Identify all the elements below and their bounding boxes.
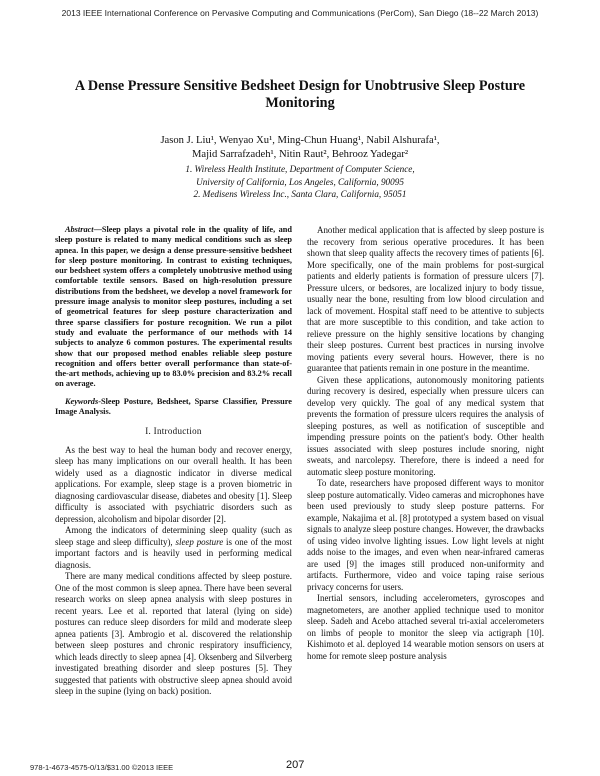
section-heading-introduction: I. Introduction bbox=[145, 426, 202, 437]
intro-paragraph-7: Inertial sensors, including accelerometers, gyroscopes and magnetometers, are another applied technique used to monitor sleep. Sadeh and Acebo attached several tri-axial accelerometers on limbs of people to monitor the sleep via actigraph [10]. Kishimoto et al. deployed 14 wearable motion sensors on users at home for remote sleep posture analysis bbox=[307, 593, 544, 661]
intro-paragraph-6: To date, researchers have proposed different ways to monitor sleep posture automatically. Video cameras and microphones have been used previously to study sleep posture patterns. For example, Nakajima et al. [8] prototyped a system based on visual signals to analyze sleep posture changes. However, the drawbacks of using video involve lighting issues. Low light levels at night adds noise to the images, and even when near-infrared cameras are used [9] the images still produced non-uniformity and artifacts. Furthermore, video and voice taping raise serious privacy concerns for users. bbox=[307, 478, 544, 592]
right-column bbox=[307, 225, 544, 662]
affiliation-2: 2. Medisens Wireless Inc., Santa Clara, California, 95051 bbox=[193, 189, 407, 199]
left-column bbox=[55, 225, 292, 698]
copyright-footer: 978-1-4673-4575-0/13/$31.00 ©2013 IEEE bbox=[30, 763, 174, 772]
intro-paragraph-4: Another medical application that is affected by sleep posture is the recovery from serious operative procedures. It has been shown that sleep quality affects the recovery times of patients [6]. More specifically, one of the main problems for post-surgical patients and elderly patients is formation of pressure ulcers [7]. Pressure ulcers, or bedsores, are localized injury to body tissue, usually near the bone, resulting from low blood circulation and lack of movement. Hospital staff need to be attentive to subjects that are more susceptible to this condition, and take action to relieve pressure on the highly sensitive locations by changing their sleep postures. Current best practices in nursing involve moving patients every several hours. However, there is no guarantee that patients remain in one posture in the meantime. bbox=[307, 225, 544, 373]
keywords-lead: Keywords bbox=[65, 396, 99, 406]
intro-paragraph-5: Given these applications, autonomously monitoring patients during recovery is desired, especially when pressure ulcers can develop very quickly. The goal of any medical system that prevents the formation of pressure ulcers requires the analysis of sleeping postures, as well as notification of susceptible and impending pressure points on the patient's body. Other health issues associated with sleep postures include snoring, night sweats, and narcolepsy. Therefore, there is indeed a need for automatic sleep posture monitoring. bbox=[307, 374, 544, 477]
intro-paragraph-2-end: is one of the most important factors and is heavily used in performing medical diagnosis. bbox=[55, 536, 292, 570]
author-list bbox=[60, 134, 540, 162]
intro-paragraph-2-emphasis: sleep posture bbox=[175, 536, 224, 547]
paper-title: A Dense Pressure Sensitive Bedsheet Design for Unobtrusive Sleep Posture Monitoring bbox=[74, 78, 526, 111]
abstract-text: —Sleep plays a pivotal role in the quality of life, and sleep posture is related to many medical conditions such as sleep apnea. In this paper, we design a dense pressure-sensitive bedsheet for sleep posture monitoring. In contrast to existing techniques, our bedsheet system offers a completely unobtrusive method using comfortable textile sensors. Based on high-resolution pressure distributions from the bedsheet, we develop a novel framework for pressure image analysis to monitor sleep postures, including a set of geometrical features for sleep posture characterization and three sparse classifiers for posture recognition. We run a pilot study and evaluate the performance of our methods with 14 subjects to analyze 6 common postures. The experimental results show that our proposed method enables reliable sleep posture recognition and offers better overall performance than state-of-the-art methods, achieving up to 83.0% precision and 83.2% recall on average. bbox=[55, 225, 292, 389]
conference-header: 2013 IEEE International Conference on Pervasive Computing and Communications (PerCom), San Diego (18--22 March 2013) bbox=[61, 8, 539, 18]
affiliations bbox=[60, 163, 540, 201]
abstract bbox=[55, 225, 292, 390]
intro-paragraph-3: There are many medical conditions affected by sleep posture. One of the most common is sleep apnea. There have been several research works on sleep apnea analysis with sleep postures in recent years. Lee et al. reported that lateral (lying on side) postures can reduce sleep disorders for mild and moderate sleep apnea patients [3]. Ambrogio et al. discovered the relationship between sleep postures and chronic respiratory insufficiency, which leads directly to sleep apnea [4]. Oksenberg and Silverberg investigated breathing disorder and sleep postures [5]. They suggested that patients with obstructive sleep apnea should avoid sleep in the supine (lying on back) position. bbox=[55, 571, 292, 697]
intro-paragraph-2-start: Among the indicators of determining sleep quality (such as sleep stage and sleep difficulty), bbox=[55, 525, 292, 547]
authors-line-2: Majid Sarrafzadeh¹, Nitin Raut², Behrooz Yadegar² bbox=[191, 149, 409, 160]
affiliation-1-line-1: 1. Wireless Health Institute, Department of Computer Science, bbox=[185, 164, 415, 174]
authors-line-1: Jason J. Liu¹, Wenyao Xu¹, Ming-Chun Huang¹, Nabil Alshurafa¹, bbox=[160, 135, 440, 146]
abstract-lead: Abstract bbox=[65, 225, 94, 234]
affiliation-1-line-2: University of California, Los Angeles, California, 90095 bbox=[196, 176, 404, 187]
intro-paragraph-1: As the best way to heal the human body and recover energy, sleep has many implications on our overall health. It has been widely used as a diagnostic indicator in diverse medical applications. For example, sleep stage is a proven biometric in diagnosing cardiovascular disease, diabetes and obesity [1]. Sleep difficulty is associated with psychiatric disorders such as depression, alcoholism and bipolar disorder [2]. bbox=[55, 444, 292, 524]
page-number: 207 bbox=[286, 759, 305, 771]
keywords bbox=[55, 397, 292, 418]
intro-paragraph-2 bbox=[55, 525, 292, 571]
keywords-text: -Sleep Posture, Bedsheet, Sparse Classifier, Pressure Image Analysis. bbox=[55, 396, 292, 417]
